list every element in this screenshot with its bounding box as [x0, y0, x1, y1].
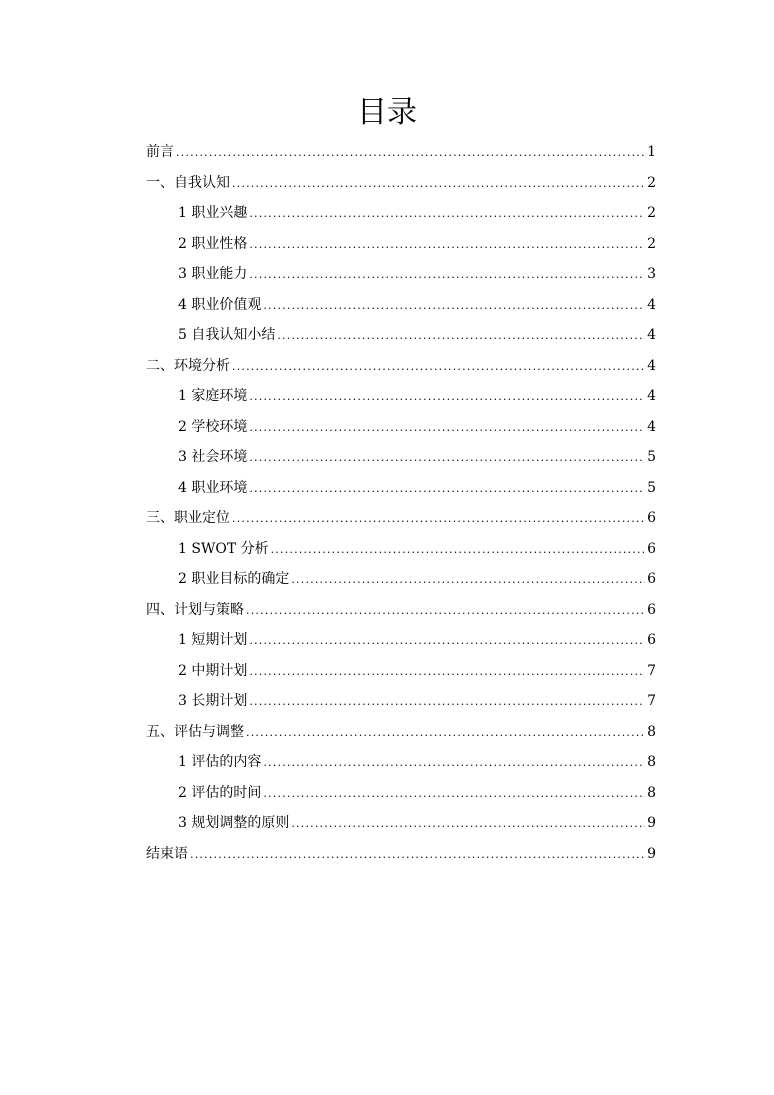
toc-page-number: 6 — [647, 632, 656, 648]
toc-page-number: 6 — [647, 540, 656, 557]
toc-page-number: 7 — [647, 693, 656, 709]
toc-entry-label: 1 短期计划 — [178, 632, 248, 648]
toc-entry-label: 一、自我认知 — [146, 174, 230, 191]
toc-entry[interactable] — [146, 351, 656, 382]
toc-dot-leader — [249, 474, 645, 505]
toc-entry-label: 1 职业兴趣 — [178, 205, 248, 221]
toc-entry[interactable] — [146, 198, 656, 229]
toc-entry[interactable] — [146, 442, 656, 473]
toc-entry-label: 3 社会环境 — [178, 449, 248, 465]
toc-entry-label: 1 SWOT 分析 — [178, 540, 269, 557]
toc-entry[interactable] — [146, 656, 656, 687]
toc-dot-leader — [176, 138, 645, 169]
toc-page-number: 2 — [647, 174, 656, 191]
toc-entry-label: 前言 — [146, 144, 174, 160]
page-title: 目录 — [357, 95, 417, 130]
table-of-contents — [146, 137, 656, 869]
toc-entry[interactable] — [146, 259, 656, 290]
toc-entry[interactable] — [146, 625, 656, 656]
toc-entry-label: 3 职业能力 — [178, 266, 248, 282]
toc-entry[interactable] — [146, 473, 656, 504]
toc-page-number: 6 — [647, 601, 656, 618]
toc-page-number: 6 — [647, 510, 656, 526]
toc-dot-leader — [249, 199, 645, 230]
toc-entry[interactable] — [146, 412, 656, 443]
toc-entry[interactable] — [146, 778, 656, 809]
toc-page-number: 6 — [647, 571, 656, 587]
toc-entry-label: 1 家庭环境 — [178, 388, 248, 404]
toc-dot-leader — [277, 321, 645, 352]
toc-dot-leader — [232, 352, 645, 383]
toc-dot-leader — [249, 687, 645, 718]
toc-page-number: 8 — [647, 784, 656, 801]
toc-dot-leader — [232, 169, 645, 200]
toc-page-number: 4 — [647, 327, 656, 343]
toc-entry-label: 5 自我认知小结 — [178, 327, 276, 343]
toc-dot-leader — [249, 443, 645, 474]
toc-entry-label: 2 职业目标的确定 — [178, 571, 290, 587]
toc-page-number: 5 — [647, 479, 656, 496]
toc-dot-leader — [249, 626, 645, 657]
toc-entry[interactable] — [146, 747, 656, 778]
toc-entry[interactable] — [146, 290, 656, 321]
toc-entry-label: 2 评估的时间 — [178, 784, 262, 801]
toc-dot-leader — [246, 718, 645, 749]
toc-dot-leader — [249, 657, 645, 688]
toc-entry[interactable] — [146, 381, 656, 412]
toc-page-number: 4 — [647, 357, 656, 374]
toc-entry-label: 2 职业性格 — [178, 235, 248, 252]
toc-page-number: 2 — [647, 205, 656, 221]
toc-entry[interactable] — [146, 503, 656, 534]
toc-dot-leader — [249, 382, 645, 413]
toc-page-number: 8 — [647, 723, 656, 740]
toc-entry[interactable] — [146, 808, 656, 839]
toc-page-number: 9 — [647, 815, 656, 831]
toc-entry-label: 四、计划与策略 — [146, 601, 244, 618]
toc-entry[interactable] — [146, 564, 656, 595]
toc-entry[interactable] — [146, 229, 656, 260]
toc-entry-label: 结束语 — [146, 845, 188, 862]
toc-dot-leader — [263, 779, 645, 810]
toc-dot-leader — [249, 230, 645, 261]
toc-dot-leader — [263, 748, 645, 779]
toc-entry[interactable] — [146, 320, 656, 351]
toc-entry[interactable] — [146, 137, 656, 168]
toc-dot-leader — [249, 413, 645, 444]
toc-page-number: 8 — [647, 754, 656, 770]
toc-page-number: 1 — [647, 144, 656, 160]
toc-dot-leader — [263, 291, 645, 322]
toc-page-number: 7 — [647, 662, 656, 679]
toc-entry-label: 3 长期计划 — [178, 693, 248, 709]
toc-entry[interactable] — [146, 717, 656, 748]
toc-dot-leader — [246, 596, 645, 627]
toc-page-number: 9 — [647, 845, 656, 862]
toc-entry-label: 4 职业环境 — [178, 479, 248, 496]
toc-page-number: 5 — [647, 449, 656, 465]
toc-entry-label: 二、环境分析 — [146, 357, 230, 374]
toc-entry[interactable] — [146, 595, 656, 626]
toc-entry-label: 2 中期计划 — [178, 662, 248, 679]
toc-dot-leader — [190, 840, 645, 871]
toc-dot-leader — [291, 565, 645, 596]
toc-page-number: 4 — [647, 388, 656, 404]
toc-page-number: 4 — [647, 418, 656, 435]
toc-entry[interactable] — [146, 168, 656, 199]
toc-entry-label: 三、职业定位 — [146, 510, 230, 526]
toc-entry-label: 五、评估与调整 — [146, 723, 244, 740]
toc-entry-label: 4 职业价值观 — [178, 296, 262, 313]
toc-entry-label: 2 学校环境 — [178, 418, 248, 435]
toc-dot-leader — [291, 809, 645, 840]
toc-entry-label: 1 评估的内容 — [178, 754, 262, 770]
toc-entry[interactable] — [146, 686, 656, 717]
toc-page-number: 2 — [647, 235, 656, 252]
toc-page-number: 4 — [647, 296, 656, 313]
toc-entry-label: 3 规划调整的原则 — [178, 815, 290, 831]
toc-dot-leader — [232, 504, 645, 535]
toc-page-number: 3 — [647, 266, 656, 282]
toc-entry[interactable] — [146, 534, 656, 565]
toc-dot-leader — [271, 535, 645, 566]
toc-entry[interactable] — [146, 839, 656, 870]
toc-dot-leader — [249, 260, 645, 291]
